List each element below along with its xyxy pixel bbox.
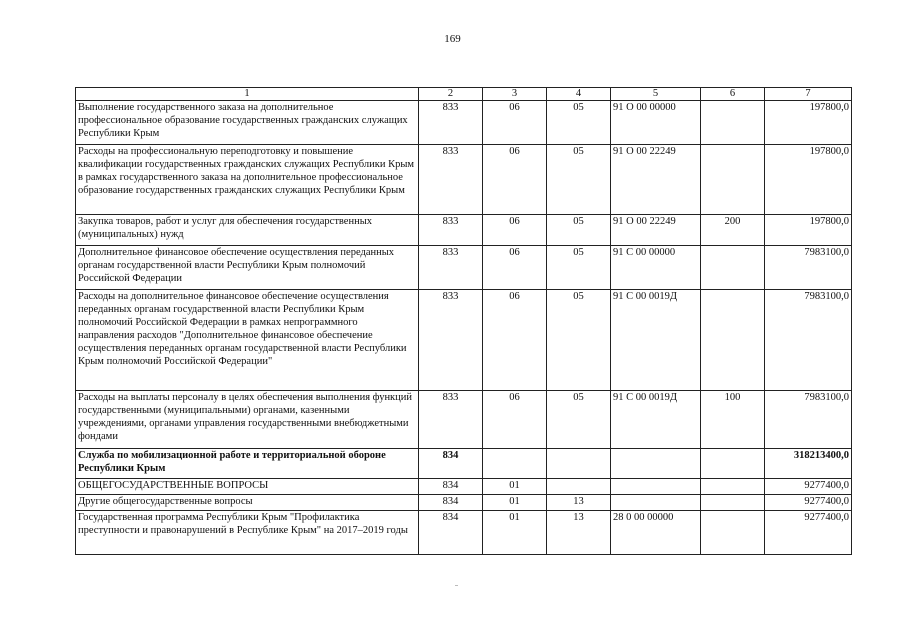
table-row (76, 495, 852, 511)
row-name: Государственная программа Республики Крым "Профилактика преступности и правонарушений в Республике Крым" на 2017–2019 годы (76, 511, 419, 555)
row-amount: 7983100,0 (765, 290, 852, 391)
row-subsection: 13 (547, 511, 611, 555)
row-expense-type (701, 145, 765, 215)
header-col-4: 4 (547, 88, 611, 101)
row-amount: 9277400,0 (765, 479, 852, 495)
table-row (76, 449, 852, 479)
scan-mark (455, 585, 458, 586)
row-expense-type (701, 495, 765, 511)
row-name: Расходы на профессиональную переподготовку и повышение квалификации государственных гражданских служащих Республики Крым в рамках государственного заказа на дополнительное профессиональное образование государственных гражданских служащих Республики Крым (76, 145, 419, 215)
row-expense-type: 200 (701, 215, 765, 246)
page-number: 169 (444, 33, 461, 45)
row-name: ОБЩЕГОСУДАРСТВЕННЫЕ ВОПРОСЫ (76, 479, 419, 495)
header-col-2: 2 (419, 88, 483, 101)
header-col-7: 7 (765, 88, 852, 101)
table-row (76, 101, 852, 145)
row-section (483, 449, 547, 479)
row-admin-code: 833 (419, 145, 483, 215)
row-admin-code: 834 (419, 511, 483, 555)
row-amount: 9277400,0 (765, 495, 852, 511)
row-amount: 7983100,0 (765, 246, 852, 290)
row-expense-type (701, 290, 765, 391)
row-section: 06 (483, 246, 547, 290)
row-name: Расходы на выплаты персоналу в целях обеспечения выполнения функций государственными (муниципальными) органами, казенными учреждениями, органами управления государственными внебюджетными фондами (76, 391, 419, 449)
row-target-article: 91 О 00 00000 (611, 101, 701, 145)
row-subsection: 05 (547, 391, 611, 449)
table-row (76, 215, 852, 246)
row-subsection (547, 479, 611, 495)
row-section: 06 (483, 101, 547, 145)
row-name: Дополнительное финансовое обеспечение осуществления переданных органам государственной власти Республики Крым полномочий Российской Федерации (76, 246, 419, 290)
row-section: 06 (483, 391, 547, 449)
row-section: 06 (483, 290, 547, 391)
row-subsection: 05 (547, 290, 611, 391)
row-admin-code: 834 (419, 495, 483, 511)
row-admin-code: 833 (419, 290, 483, 391)
row-subsection: 05 (547, 101, 611, 145)
row-section: 06 (483, 145, 547, 215)
row-name: Расходы на дополнительное финансовое обеспечение осуществления переданных органам государственной власти Республики Крым полномочий Российской Федерации в рамках непрограммного направления расходов "Дополнительное финансовое обеспечение осуществления переданных органам государственной власти Республики Крым полномочий Российской Федерации" (76, 290, 419, 391)
row-amount: 7983100,0 (765, 391, 852, 449)
row-target-article (611, 479, 701, 495)
table-row (76, 246, 852, 290)
row-expense-type (701, 449, 765, 479)
row-admin-code: 833 (419, 391, 483, 449)
row-name: Закупка товаров, работ и услуг для обеспечения государственных (муниципальных) нужд (76, 215, 419, 246)
row-target-article: 91 О 00 22249 (611, 145, 701, 215)
budget-table (75, 87, 852, 555)
header-col-5: 5 (611, 88, 701, 101)
row-amount: 197800,0 (765, 145, 852, 215)
table-row (76, 479, 852, 495)
row-amount: 318213400,0 (765, 449, 852, 479)
row-expense-type (701, 246, 765, 290)
row-target-article: 91 О 00 22249 (611, 215, 701, 246)
table-row (76, 511, 852, 555)
row-admin-code: 833 (419, 101, 483, 145)
row-target-article: 91 С 00 0019Д (611, 391, 701, 449)
row-target-article: 28 0 00 00000 (611, 511, 701, 555)
row-subsection (547, 449, 611, 479)
row-subsection: 05 (547, 215, 611, 246)
row-name: Выполнение государственного заказа на дополнительное профессиональное образование государственных гражданских служащих Республики Крым (76, 101, 419, 145)
row-admin-code: 834 (419, 449, 483, 479)
row-name: Другие общегосударственные вопросы (76, 495, 419, 511)
row-section: 01 (483, 511, 547, 555)
table-row (76, 290, 852, 391)
row-admin-code: 833 (419, 215, 483, 246)
row-amount: 197800,0 (765, 215, 852, 246)
row-target-article: 91 С 00 00000 (611, 246, 701, 290)
header-col-3: 3 (483, 88, 547, 101)
row-admin-code: 834 (419, 479, 483, 495)
row-expense-type (701, 479, 765, 495)
row-amount: 9277400,0 (765, 511, 852, 555)
row-expense-type (701, 101, 765, 145)
row-subsection: 05 (547, 246, 611, 290)
row-name: Служба по мобилизационной работе и территориальной обороне Республики Крым (76, 449, 419, 479)
row-target-article: 91 С 00 0019Д (611, 290, 701, 391)
row-subsection: 05 (547, 145, 611, 215)
header-col-6: 6 (701, 88, 765, 101)
table-row (76, 145, 852, 215)
table-header-row (76, 88, 852, 101)
row-subsection: 13 (547, 495, 611, 511)
header-col-1: 1 (76, 88, 419, 101)
row-expense-type (701, 511, 765, 555)
row-target-article (611, 495, 701, 511)
table-row (76, 391, 852, 449)
row-admin-code: 833 (419, 246, 483, 290)
row-amount: 197800,0 (765, 101, 852, 145)
row-expense-type: 100 (701, 391, 765, 449)
row-section: 06 (483, 215, 547, 246)
row-section: 01 (483, 479, 547, 495)
row-target-article (611, 449, 701, 479)
row-section: 01 (483, 495, 547, 511)
